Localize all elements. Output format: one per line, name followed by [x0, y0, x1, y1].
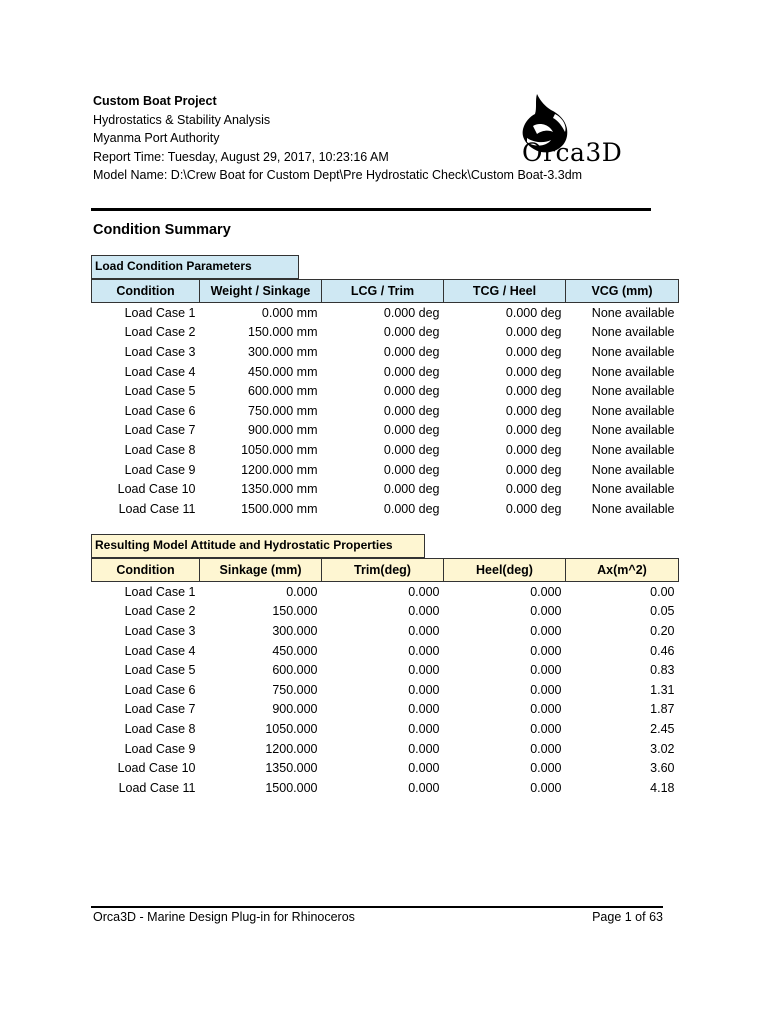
- table-cell: 1.87: [650, 702, 675, 717]
- table-cell: Load Case 8: [124, 442, 196, 457]
- table-cell: None available: [591, 462, 675, 477]
- table-row: [92, 719, 679, 739]
- table-cell: 0.46: [650, 643, 675, 658]
- table-cell: 0.000 deg: [505, 384, 562, 399]
- table-row: [92, 641, 679, 661]
- report-header: [93, 92, 582, 185]
- table-cell: Load Case 6: [124, 403, 196, 418]
- table-cell: 0.000 deg: [505, 305, 562, 320]
- table-row: [92, 440, 679, 460]
- table-cell: Load Case 4: [124, 364, 196, 379]
- table-cell: 0.05: [650, 604, 675, 619]
- table-cell: 0.000 deg: [383, 501, 440, 516]
- table-cell: 0.000 deg: [505, 501, 562, 516]
- table-cell: 0.00: [650, 584, 675, 599]
- table-cell: 300.000 mm: [248, 344, 318, 359]
- table-cell: 150.000: [272, 604, 318, 619]
- column-header: Heel(deg): [444, 559, 566, 582]
- table-row: [92, 303, 679, 323]
- table-cell: 0.000: [286, 584, 318, 599]
- footer-product: Orca3D - Marine Design Plug-in for Rhinoceros: [93, 910, 355, 924]
- table-row: [92, 342, 679, 362]
- table-cell: Load Case 5: [124, 663, 196, 678]
- table-cell: 1350.000 mm: [241, 482, 318, 497]
- table-cell: 0.000: [408, 623, 440, 638]
- table-cell: 0.000: [408, 780, 440, 795]
- table-cell: 0.000 deg: [383, 462, 440, 477]
- table-cell: 600.000 mm: [248, 384, 318, 399]
- table-cell: Load Case 9: [124, 462, 196, 477]
- table-cell: 0.000 deg: [505, 423, 562, 438]
- table-cell: 0.000 deg: [383, 305, 440, 320]
- table-cell: 0.000: [408, 702, 440, 717]
- table-cell: None available: [591, 423, 675, 438]
- table-cell: Load Case 1: [124, 584, 196, 599]
- table-cell: 0.000: [530, 702, 562, 717]
- table-cell: 0.000 deg: [383, 384, 440, 399]
- footer-divider: [91, 906, 663, 908]
- project-title: Custom Boat Project: [93, 94, 217, 108]
- table-cell: 1050.000 mm: [241, 442, 318, 457]
- table-cell: 0.000 deg: [505, 462, 562, 477]
- table-cell: 0.000 deg: [383, 423, 440, 438]
- table-cell: 750.000 mm: [248, 403, 318, 418]
- section-title: Condition Summary: [93, 222, 231, 238]
- table-cell: 0.000 deg: [505, 325, 562, 340]
- table-row: [92, 778, 679, 798]
- table-row: [92, 381, 679, 401]
- table-cell: Load Case 3: [124, 623, 196, 638]
- table-cell: None available: [591, 384, 675, 399]
- table-cell: Load Case 10: [117, 761, 196, 776]
- table-cell: 4.18: [650, 780, 675, 795]
- result-table-label: Resulting Model Attitude and Hydrostatic Properties: [91, 534, 425, 558]
- table-cell: Load Case 9: [124, 741, 196, 756]
- table-cell: 0.000: [530, 761, 562, 776]
- table-cell: 0.000: [408, 741, 440, 756]
- table-cell: 450.000: [272, 643, 318, 658]
- table-cell: 300.000: [272, 623, 318, 638]
- table-row: [92, 700, 679, 720]
- table-cell: 0.000 deg: [383, 364, 440, 379]
- table-cell: Load Case 10: [117, 482, 196, 497]
- table-cell: 0.000 deg: [383, 325, 440, 340]
- table-cell: Load Case 11: [118, 501, 196, 516]
- table-cell: None available: [591, 403, 675, 418]
- table-cell: 2.45: [650, 721, 675, 736]
- column-header: TCG / Heel: [444, 280, 566, 303]
- table-cell: None available: [591, 442, 675, 457]
- table-cell: Load Case 1: [124, 305, 196, 320]
- header-divider: [91, 208, 651, 211]
- table-cell: 0.000: [408, 682, 440, 697]
- table-cell: 0.000 deg: [383, 442, 440, 457]
- table-cell: 0.000 deg: [505, 344, 562, 359]
- table-row: [92, 479, 679, 499]
- table-row: [92, 421, 679, 441]
- table-cell: 3.02: [650, 741, 675, 756]
- table-cell: 750.000: [272, 682, 318, 697]
- model-name: Model Name: D:\Crew Boat for Custom Dept\Pre Hydrostatic Check\Custom Boat-3.3dm: [93, 168, 583, 182]
- table-row: [92, 621, 679, 641]
- table-cell: 1200.000: [265, 741, 318, 756]
- table-cell: 1500.000 mm: [241, 501, 318, 516]
- report-time: Report Time: Tuesday, August 29, 2017, 10:23:16 AM: [93, 149, 389, 164]
- table-cell: 0.000 deg: [383, 344, 440, 359]
- table-cell: 1200.000 mm: [241, 462, 318, 477]
- column-header: Condition: [92, 559, 200, 582]
- table-cell: 0.000: [530, 780, 562, 795]
- table-cell: 0.000: [530, 741, 562, 756]
- table-cell: 0.000 deg: [383, 482, 440, 497]
- table-cell: Load Case 11: [118, 780, 196, 795]
- table-cell: 900.000 mm: [248, 423, 318, 438]
- table-cell: 0.20: [650, 623, 675, 638]
- column-header: Trim(deg): [322, 559, 444, 582]
- table-row: [92, 323, 679, 343]
- table-row: [92, 660, 679, 680]
- table-row: [92, 499, 679, 519]
- table-cell: Load Case 7: [124, 702, 196, 717]
- table-cell: Load Case 2: [124, 604, 196, 619]
- load-table-label: Load Condition Parameters: [91, 255, 299, 279]
- table-cell: 0.000: [530, 584, 562, 599]
- table-cell: Load Case 8: [124, 721, 196, 736]
- organization-name: Myanma Port Authority: [93, 131, 220, 145]
- table-row: [92, 401, 679, 421]
- table-cell: 0.83: [650, 663, 675, 678]
- table-cell: 0.000 deg: [505, 482, 562, 497]
- table-cell: 150.000 mm: [248, 325, 318, 340]
- table-cell: Load Case 5: [124, 384, 196, 399]
- table-cell: 0.000: [530, 604, 562, 619]
- table-row: [92, 362, 679, 382]
- table-row: [92, 460, 679, 480]
- table-cell: 450.000 mm: [248, 364, 318, 379]
- table-cell: 1350.000: [265, 761, 318, 776]
- table-cell: Load Case 4: [124, 643, 196, 658]
- table-cell: 0.000: [408, 663, 440, 678]
- table-row: [92, 758, 679, 778]
- logo-wordmark: Orca3D: [522, 138, 623, 167]
- table-cell: Load Case 2: [124, 325, 196, 340]
- table-cell: Load Case 6: [124, 682, 196, 697]
- table-cell: 0.000: [408, 584, 440, 599]
- table-row: [92, 602, 679, 622]
- column-header: Weight / Sinkage: [200, 280, 322, 303]
- table-row: [92, 582, 679, 602]
- table-cell: 0.000 deg: [383, 403, 440, 418]
- table-cell: 0.000: [408, 643, 440, 658]
- table-header-row: [92, 559, 679, 582]
- table-cell: None available: [591, 325, 675, 340]
- table-cell: Load Case 3: [124, 344, 196, 359]
- column-header: VCG (mm): [566, 280, 679, 303]
- table-cell: None available: [591, 364, 675, 379]
- table-cell: None available: [591, 482, 675, 497]
- table-cell: None available: [591, 305, 675, 320]
- table-cell: 0.000: [530, 721, 562, 736]
- table-cell: 0.000 mm: [261, 305, 318, 320]
- table-row: [92, 680, 679, 700]
- table-cell: None available: [591, 501, 675, 516]
- table-cell: 0.000: [408, 761, 440, 776]
- table-cell: 0.000 deg: [505, 403, 562, 418]
- page-number: Page 1 of 63: [592, 910, 663, 924]
- table-cell: 0.000 deg: [505, 364, 562, 379]
- table-cell: 0.000: [530, 643, 562, 658]
- table-cell: 1500.000: [265, 780, 318, 795]
- table-cell: None available: [591, 344, 675, 359]
- table-row: [92, 739, 679, 759]
- table-cell: 0.000: [408, 721, 440, 736]
- table-cell: 0.000: [408, 604, 440, 619]
- table-cell: 1050.000: [265, 721, 318, 736]
- table-cell: 0.000: [530, 682, 562, 697]
- table-cell: 3.60: [650, 761, 675, 776]
- table-header-row: [92, 280, 679, 303]
- table-cell: 900.000: [272, 702, 318, 717]
- table-cell: Load Case 7: [124, 423, 196, 438]
- result-properties-table: [91, 558, 679, 798]
- table-cell: 0.000 deg: [505, 442, 562, 457]
- table-cell: 0.000: [530, 663, 562, 678]
- column-header: Ax(m^2): [566, 559, 679, 582]
- column-header: LCG / Trim: [322, 280, 444, 303]
- load-condition-table: [91, 279, 679, 519]
- column-header: Condition: [92, 280, 200, 303]
- table-cell: 1.31: [650, 682, 675, 697]
- analysis-type: Hydrostatics & Stability Analysis: [93, 112, 271, 127]
- table-cell: 600.000: [272, 663, 318, 678]
- table-cell: 0.000: [530, 623, 562, 638]
- column-header: Sinkage (mm): [200, 559, 322, 582]
